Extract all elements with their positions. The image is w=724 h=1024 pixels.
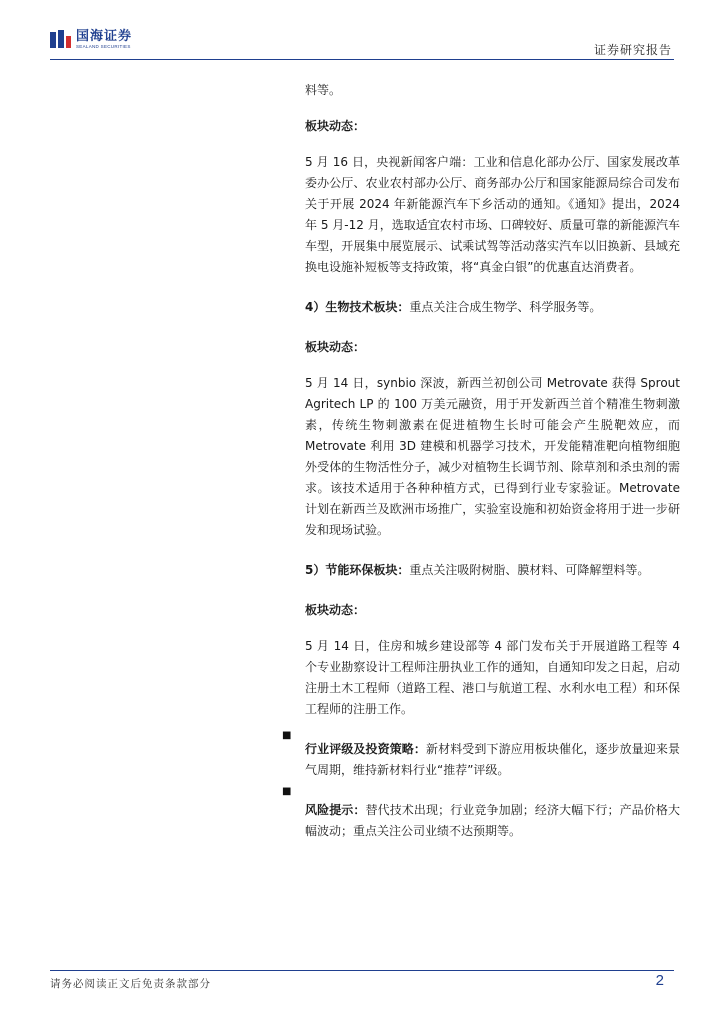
header-divider	[50, 59, 674, 60]
page-number: 2	[655, 972, 664, 989]
company-logo	[50, 30, 132, 50]
document-type-label: 证券研究报告	[593, 43, 672, 57]
footer-divider	[50, 970, 674, 971]
eco-sector-focus: 重点关注吸附树脂、膜材料、可降解塑料等。	[409, 563, 650, 577]
paragraph-ev-countryside: 5 月 16 日，央视新闻客户端：工业和信息化部办公厅、国家发展改革委办公厅、农业农村部办公厅、商务部办公厅和国家能源局综合司发布关于开展 2024 年新能源汽车下乡活动的通知。《通知》提出，2024 年 5 月-12 月，选取适宜农村市场、口碑较好、质量可靠的新能源汽车车型，开展集中展览展示、试乘试驾等活动落实汽车以旧换新、县域充换电设施补短板等支持政策，将“真金白银”的优惠直达消费者。	[305, 155, 680, 274]
intro-tail: 料等。	[305, 83, 342, 97]
section-heading-dynamics: 板块动态：	[305, 603, 366, 617]
biotech-sector-line	[305, 297, 680, 318]
rating-strategy-title: 行业评级及投资策略：	[305, 742, 426, 756]
logo-mark-icon	[50, 30, 72, 50]
biotech-sector-focus: 重点关注合成生物学、科学服务等。	[409, 300, 602, 314]
paragraph-biotech-news: 5 月 14 日，synbio 深波，新西兰初创公司 Metrovate 获得 Sprout Agritech LP 的 100 万美元融资，用于开发新西兰首个精准生物刺激素，传统生物刺激素在促进植物生长时可能会产生脱靶效应，而 Metrovate 利用 3D 建模和机器学习技术，开发能精准靶向植物细胞外受体的生物活性分子，减少对植物生长调节剂、除草剂和杀虫剂的需求。该技术适用于各种种植方式，已得到行业专家验证。Metrovate 计划在新西兰及欧洲市场推广，实验室设施和初始资金将用于进一步研发和现场试验。	[305, 376, 680, 537]
risk-warning-title: 风险提示：	[305, 803, 366, 817]
eco-sector-line	[305, 560, 680, 581]
section-heading-dynamics: 板块动态：	[305, 340, 366, 354]
section-heading-dynamics: 板块动态：	[305, 119, 366, 133]
rating-strategy-body: 新材料受到下游应用板块催化，逐步放量迎来景气周期，维持新材料行业“推荐”评级。	[305, 742, 680, 777]
footer-disclaimer: 请务必阅读正文后免责条款部分	[50, 978, 211, 990]
logo-chinese-name: 国海证券	[76, 29, 133, 45]
biotech-sector-title: 4）生物技术板块：	[305, 300, 410, 314]
logo-english-name: SEALAND SECURITIES	[76, 44, 131, 50]
eco-sector-title: 5）节能环保板块：	[305, 563, 410, 577]
bullet-square-icon: ■	[282, 786, 292, 797]
paragraph-eco-news: 5 月 14 日，住房和城乡建设部等 4 部门发布关于开展道路工程等 4 个专业勘察设计工程师注册执业工作的通知，自通知印发之日起，启动注册土木工程师（道路工程、港口与航道工程、水利水电工程）和环保工程师的注册工作。	[305, 639, 680, 716]
rating-strategy-item	[305, 739, 680, 781]
risk-warning-item	[305, 800, 680, 842]
risk-warning-body: 替代技术出现；行业竞争加剧；经济大幅下行；产品价格大幅波动；重点关注公司业绩不达预期等。	[305, 803, 680, 838]
bullet-square-icon: ■	[282, 730, 292, 741]
page-header	[0, 0, 724, 62]
report-body	[305, 80, 680, 842]
